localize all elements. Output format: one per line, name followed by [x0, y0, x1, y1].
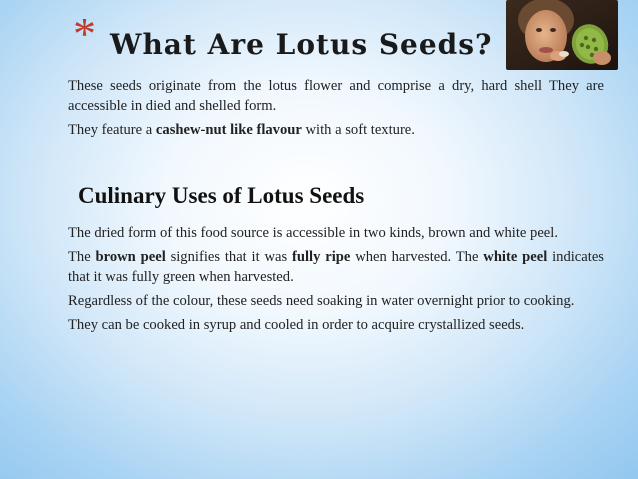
uses-paragraph: [68, 223, 604, 243]
uses-text-bold: brown peel: [95, 249, 166, 265]
uses-text: indicates that it was fully green when harvested.: [68, 249, 604, 285]
intro-text: These seeds originate from the lotus flower and comprise a dry, hard shell They are accessible in died and shelled form.: [68, 78, 604, 114]
uses-text: The dried form of this food source is accessible in two kinds, brown and white peel.: [68, 225, 558, 241]
intro-text-bold: cashew-nut like flavour: [155, 122, 302, 138]
uses-text: Regardless of the colour, these seeds need soaking in water overnight prior to cooking.: [68, 293, 575, 309]
section-heading: Culinary Uses of Lotus Seeds: [78, 183, 365, 208]
uses-paragraph: [68, 315, 604, 335]
woman-eating-lotus-pod-photo: [506, 0, 618, 70]
intro-text: with a soft texture.: [301, 122, 415, 138]
intro-text-block: [68, 76, 604, 144]
uses-text-bold: white peel: [483, 249, 548, 265]
uses-text: The: [68, 249, 96, 265]
uses-paragraph: [68, 247, 604, 287]
asterisk-bullet-icon: *: [73, 8, 96, 59]
uses-paragraph: [68, 291, 604, 311]
uses-text: They can be cooked in syrup and cooled in order to acquire crystallized seeds.: [68, 317, 525, 333]
uses-text-bold: fully ripe: [292, 249, 351, 265]
slide-title: What Are Lotus Seeds?: [110, 28, 493, 61]
uses-text: signifies that it was: [165, 249, 293, 265]
uses-text: when harvested. The: [350, 249, 484, 265]
uses-text-block: [68, 223, 604, 339]
intro-text: They feature a: [68, 122, 156, 138]
intro-paragraph: [68, 76, 604, 116]
intro-paragraph: [68, 120, 604, 140]
title-row: [73, 8, 492, 68]
